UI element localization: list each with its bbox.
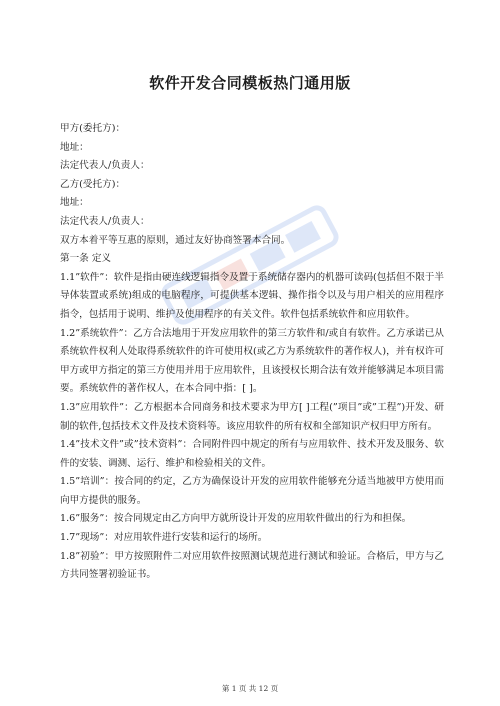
definition-1-3: 1.3”应用软件”：乙方根据本合同商务和技术要求为甲方[ ]工程(”项目”或”工程”)开发、研制的软件,包括技术文件及技术资料等。该应用软件的所有权和全部知识产权归甲方所有。 bbox=[60, 401, 444, 432]
page-number-footer: 第 1 页 共 12 页 bbox=[221, 684, 279, 693]
definition-1-6: 1.6”服务”：按合同规定由乙方向甲方就所设计开发的应用软件做出的行为和担保。 bbox=[60, 513, 412, 525]
definition-1-2: 1.2”系统软件”：乙方合法地用于开发应用软件的第三方软件和/或自有软件。乙方承诺已从系统软件权利人处取得系统软件的许可使用权(或乙方为系统软件的著作权人)，并有权许可甲方或甲方指定的第三方使用并用于应用软件，且该授权长期合法有效并能够满足本项目需要。系统软件的著作权人，在本合同中指：[ ]。 bbox=[60, 327, 444, 395]
document-title: 软件开发合同模板热门通用版 bbox=[149, 74, 351, 92]
definition-1-4: 1.4”技术文件”或”技术资料”：合同附件四中规定的所有与应用软件、技术开发及服务、软件的安装、调测、运行、维护和检验相关的文件。 bbox=[60, 439, 444, 469]
definition-1-7: 1.7”现场”：对应用软件进行安装和运行的场所。 bbox=[60, 532, 268, 544]
document-body bbox=[60, 120, 444, 585]
party-a-address: 地址： bbox=[60, 141, 89, 153]
party-b-address: 地址： bbox=[60, 197, 89, 209]
party-a-label: 甲方(委托方)： bbox=[60, 123, 126, 134]
party-b-representative: 法定代表人/负责人： bbox=[60, 215, 150, 227]
agreement-statement: 双方本着平等互惠的原则，通过友好协商签署本合同。 bbox=[60, 234, 291, 246]
definition-1-5: 1.5”培训”：按合同的约定，乙方为确保设计开发的应用软件能够充分适当地被甲方使用而向甲方提供的服务。 bbox=[60, 476, 444, 506]
definition-1-1: 1.1”软件”：软件是指由硬连线逻辑指令及置于系统储存器内的机器可读码(包括但不限于半导体装置或系统)组成的电脑程序，可提供基本逻辑、操作指令以及与用户相关的应用程序指令，包括用于说明、维护及使用程序的有关文件。软件包括系统软件和应用软件。 bbox=[60, 271, 444, 320]
article-heading: 第一条 定义 bbox=[60, 253, 112, 265]
party-a-representative: 法定代表人/负责人： bbox=[60, 160, 150, 172]
definition-1-8: 1.8”初验”：甲方按照附件二对应用软件按照测试规范进行测试和验证。合格后，甲方与乙方共同签署初验证书。 bbox=[60, 550, 444, 581]
party-b-label: 乙方(受托方)： bbox=[60, 178, 126, 190]
